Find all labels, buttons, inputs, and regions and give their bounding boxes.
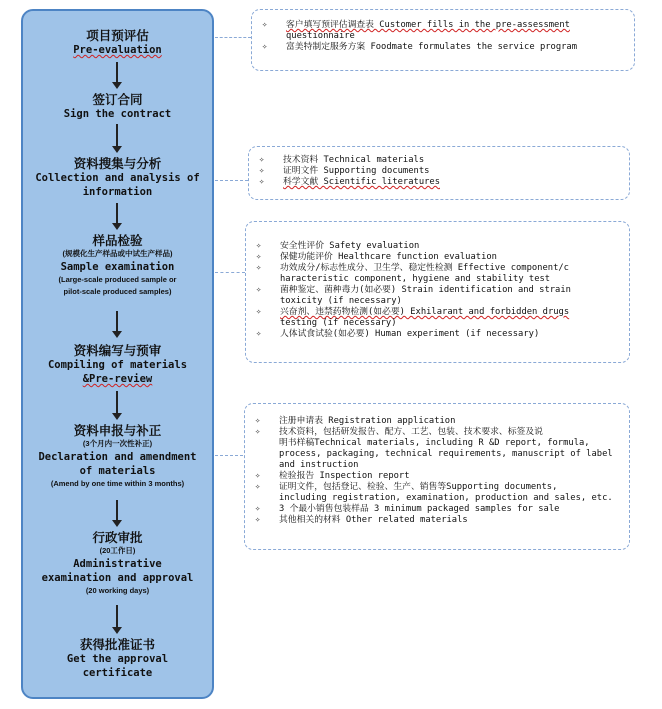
step-title-zh: 资料申报与补正 bbox=[73, 424, 162, 438]
step-sign-contract bbox=[21, 93, 214, 121]
step-title-zh: 行政审批 bbox=[92, 531, 143, 545]
step-title-en-line2: &Pre-review bbox=[82, 373, 153, 385]
list-item: ✧ 3 个最小销售包装样品 3 minimum packaged samples for sale bbox=[255, 504, 560, 514]
flow-arrow bbox=[116, 62, 118, 82]
list-item: ✧ 技术资料，包括研发报告、配方、工艺、包装、技术要求、标签及说 明书样稿Technical materials, including R &D report, formula, process, packaging, technical requirements, manuscript of label and instruction bbox=[255, 427, 613, 470]
list-item: ✧ 证明文件 Supporting documents bbox=[259, 166, 430, 176]
list-item: ✧ 证明文件，包括登记、检验、生产、销售等Supporting documents, including registration, examination, production and sales, etc. bbox=[255, 482, 613, 503]
list-item: ✧ 人体试食试验(如必要) Human experiment (if necessary) bbox=[256, 329, 540, 339]
dashed-connector bbox=[215, 37, 251, 38]
dashed-connector bbox=[215, 455, 243, 456]
list-item: ✧ 注册申请表 Registration application bbox=[255, 416, 456, 426]
step-title-zh: 获得批准证书 bbox=[79, 638, 155, 652]
step-note-en: (20 working days) bbox=[85, 586, 150, 595]
list-item: ✧ 富美特制定服务方案 Foodmate formulates the service program bbox=[262, 42, 578, 52]
flow-arrow bbox=[116, 605, 118, 627]
step-title-en-line1: Collection and analysis of bbox=[35, 172, 200, 184]
step-note-en-line1: (Large-scale produced sample or bbox=[58, 275, 177, 284]
list-item: ✧ 兴奋剂、违禁药物检测(如必要) Exhilarant and forbidden drugs testing (if necessary) bbox=[256, 307, 570, 328]
flow-arrow bbox=[116, 311, 118, 331]
step-title-en-line2: examination and approval bbox=[41, 572, 194, 584]
step-note-zh: (规模化生产样品或中试生产样品) bbox=[62, 249, 173, 258]
flow-arrow bbox=[116, 203, 118, 223]
dashed-connector bbox=[215, 180, 248, 181]
step-compiling-review bbox=[21, 344, 214, 386]
step-title-en-line1: Compiling of materials bbox=[47, 359, 188, 371]
detail-box-collection bbox=[248, 146, 630, 200]
step-note-zh: (20工作日) bbox=[99, 546, 136, 555]
step-note-en-line2: pilot-scale produced samples) bbox=[63, 287, 172, 296]
step-title-en: Pre-evaluation bbox=[73, 44, 162, 56]
step-collection-analysis bbox=[21, 157, 214, 199]
list-item: ✧ 菌种鉴定、菌种毒力(如必要) Strain identification and strain toxicity (if necessary) bbox=[256, 285, 571, 306]
detail-box-sample-examination bbox=[245, 221, 630, 363]
list-item: ✧ 安全性评价 Safety evaluation bbox=[256, 241, 420, 251]
list-item: ✧ 检验报告 Inspection report bbox=[255, 471, 410, 481]
step-pre-evaluation bbox=[21, 29, 214, 57]
step-approval-certificate bbox=[21, 638, 214, 680]
step-title-zh: 签订合同 bbox=[92, 93, 143, 107]
detail-box-declaration bbox=[244, 403, 630, 550]
list-item: ✧ 科学文献 Scientific literatures bbox=[259, 177, 440, 187]
step-title-en: Sign the contract bbox=[63, 108, 172, 120]
step-title-en: Sample examination bbox=[60, 261, 175, 273]
list-item: ✧ 技术资料 Technical materials bbox=[259, 155, 425, 165]
dashed-connector bbox=[215, 272, 245, 273]
step-title-zh: 样品检验 bbox=[92, 234, 143, 248]
list-item: ✧ 其他相关的材料 Other related materials bbox=[255, 515, 468, 525]
step-title-zh: 资料搜集与分析 bbox=[73, 157, 162, 171]
step-title-zh: 资料编写与预审 bbox=[73, 344, 162, 358]
step-title-en-line1: Declaration and amendment bbox=[38, 451, 197, 463]
step-title-en-line2: information bbox=[82, 186, 153, 198]
flow-arrow bbox=[116, 124, 118, 146]
step-declaration-amendment bbox=[21, 424, 214, 490]
step-note-en: (Amend by one time within 3 months) bbox=[50, 479, 185, 488]
step-title-zh: 项目预评估 bbox=[86, 29, 149, 43]
list-item: ✧ 保健功能评价 Healthcare function evaluation bbox=[256, 252, 497, 262]
list-item: ✧ 功效成分/标志性成分、卫生学、稳定性检测 Effective component/c haracteristic component, hygiene and stability test bbox=[256, 263, 569, 284]
step-title-en-line2: of materials bbox=[79, 465, 156, 477]
flow-arrow bbox=[116, 500, 118, 520]
step-title-en-line1: Get the approval bbox=[66, 653, 169, 665]
step-sample-examination bbox=[21, 234, 214, 298]
detail-box-pre-evaluation bbox=[251, 9, 635, 71]
list-item: ✧ 客户填写预评估调查表 Customer fills in the pre-assessment questionnaire bbox=[262, 20, 570, 41]
step-administrative-approval bbox=[21, 531, 214, 597]
step-note-zh: (3个月内一次性补正) bbox=[82, 439, 153, 448]
step-title-en-line2: certificate bbox=[82, 667, 153, 679]
flow-arrow bbox=[116, 391, 118, 413]
step-title-en-line1: Administrative bbox=[73, 558, 162, 570]
